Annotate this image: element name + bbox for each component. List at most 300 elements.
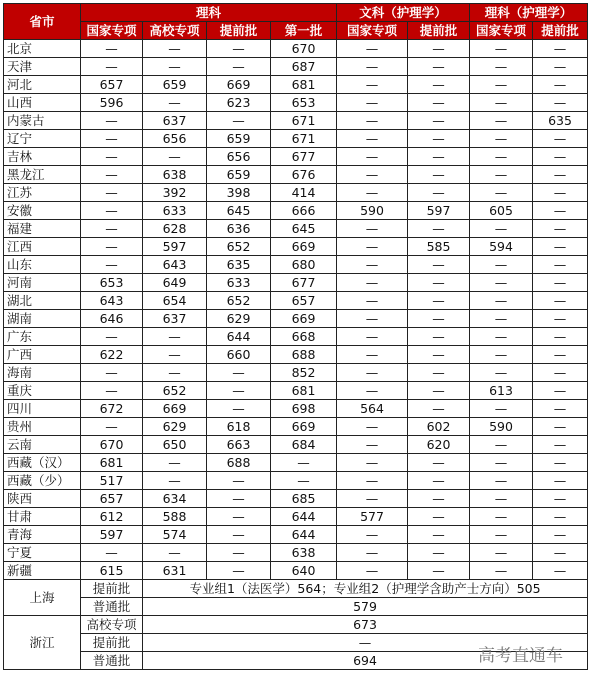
score-cell: — [408, 472, 470, 490]
province-cell: 青海 [4, 526, 81, 544]
score-cell: 392 [143, 184, 207, 202]
score-cell: 656 [207, 148, 271, 166]
score-cell: — [533, 310, 588, 328]
score-cell: — [470, 94, 533, 112]
score-cell: — [533, 148, 588, 166]
shanghai-row-2 [4, 598, 588, 616]
score-cell: 657 [81, 490, 143, 508]
score-cell: — [408, 256, 470, 274]
score-cell: — [337, 94, 408, 112]
province-cell: 江苏 [4, 184, 81, 202]
table-row [4, 202, 588, 220]
score-cell: 574 [143, 526, 207, 544]
score-cell: — [470, 490, 533, 508]
score-cell: — [470, 40, 533, 58]
score-cell: — [207, 526, 271, 544]
score-cell: 670 [81, 436, 143, 454]
zhejiang-note2: — [143, 634, 588, 652]
zhejiang-note3: 694 [143, 652, 588, 670]
header-subcol: 第一批 [271, 22, 337, 40]
score-cell: 654 [143, 292, 207, 310]
province-cell: 山西 [4, 94, 81, 112]
score-cell: — [81, 328, 143, 346]
score-cell: — [533, 274, 588, 292]
header-group-arts-nursing: 文科（护理学） [337, 4, 470, 22]
score-cell: 590 [337, 202, 408, 220]
province-cell: 安徽 [4, 202, 81, 220]
score-cell: — [207, 400, 271, 418]
table-row [4, 76, 588, 94]
table-row [4, 220, 588, 238]
score-cell: — [207, 364, 271, 382]
score-cell: — [533, 94, 588, 112]
score-cell: — [470, 184, 533, 202]
score-cell: 669 [143, 400, 207, 418]
score-cell: — [470, 544, 533, 562]
score-cell: — [337, 310, 408, 328]
score-cell: 602 [408, 418, 470, 436]
score-cell: — [337, 544, 408, 562]
score-cell: 517 [81, 472, 143, 490]
score-cell: — [408, 130, 470, 148]
score-cell: 597 [81, 526, 143, 544]
header-group-science-nursing: 理科（护理学） [470, 4, 588, 22]
province-cell: 甘肃 [4, 508, 81, 526]
table-row [4, 436, 588, 454]
score-cell: — [470, 328, 533, 346]
shanghai-name: 上海 [4, 580, 81, 616]
score-cell: — [143, 544, 207, 562]
shanghai-sub2: 普通批 [81, 598, 143, 616]
score-cell: — [408, 454, 470, 472]
score-cell: — [408, 508, 470, 526]
score-cell: — [533, 544, 588, 562]
score-cell: — [207, 40, 271, 58]
header-subcol: 高校专项 [143, 22, 207, 40]
score-cell: 676 [271, 166, 337, 184]
table-row [4, 346, 588, 364]
score-cell: — [81, 130, 143, 148]
score-cell: 628 [143, 220, 207, 238]
score-cell: — [81, 166, 143, 184]
score-cell: — [470, 508, 533, 526]
score-cell: — [81, 58, 143, 76]
score-cell: — [470, 364, 533, 382]
score-cell: — [143, 346, 207, 364]
score-cell: 644 [207, 328, 271, 346]
shanghai-note1: 专业组1（法医学）564；专业组2（护理学含助产士方向）505 [143, 580, 588, 598]
score-cell: 663 [207, 436, 271, 454]
score-cell: — [408, 400, 470, 418]
score-cell: 650 [143, 436, 207, 454]
score-cell: — [533, 526, 588, 544]
score-cell: — [337, 184, 408, 202]
score-cell: — [408, 490, 470, 508]
score-cell: 631 [143, 562, 207, 580]
score-cell: 659 [207, 166, 271, 184]
score-cell: — [470, 76, 533, 94]
score-cell: — [470, 454, 533, 472]
province-cell: 北京 [4, 40, 81, 58]
score-cell: 652 [207, 238, 271, 256]
score-cell: 597 [143, 238, 207, 256]
score-cell: — [408, 364, 470, 382]
score-cell: 652 [207, 292, 271, 310]
table-row [4, 472, 588, 490]
score-cell: 669 [271, 310, 337, 328]
score-cell: 649 [143, 274, 207, 292]
score-cell: — [337, 418, 408, 436]
score-cell: — [337, 130, 408, 148]
score-cell: 638 [143, 166, 207, 184]
score-cell: 620 [408, 436, 470, 454]
score-cell: — [533, 562, 588, 580]
score-cell: — [533, 292, 588, 310]
score-cell: — [408, 382, 470, 400]
score-cell: — [533, 400, 588, 418]
score-cell: — [337, 490, 408, 508]
score-cell: 688 [271, 346, 337, 364]
score-cell: — [81, 544, 143, 562]
score-cell: — [207, 472, 271, 490]
score-cell: 671 [271, 112, 337, 130]
score-cell: — [337, 364, 408, 382]
zhejiang-sub1: 高校专项 [81, 616, 143, 634]
score-cell: 670 [271, 40, 337, 58]
score-cell: — [271, 454, 337, 472]
score-cell: 687 [271, 58, 337, 76]
score-cell: — [408, 526, 470, 544]
score-cell: — [143, 472, 207, 490]
score-cell: — [533, 490, 588, 508]
score-cell: — [207, 544, 271, 562]
score-cell: — [408, 292, 470, 310]
shanghai-note2: 579 [143, 598, 588, 616]
score-cell: 677 [271, 274, 337, 292]
score-cell: — [81, 382, 143, 400]
score-cell: — [470, 256, 533, 274]
score-cell: 605 [470, 202, 533, 220]
score-cell: — [533, 238, 588, 256]
province-cell: 西藏（汉） [4, 454, 81, 472]
score-cell: 613 [470, 382, 533, 400]
score-cell: 659 [143, 76, 207, 94]
score-cell: — [408, 166, 470, 184]
score-cell: 684 [271, 436, 337, 454]
table-row [4, 94, 588, 112]
watermark-text: 高考直通车 [478, 646, 563, 666]
score-cell: 637 [143, 310, 207, 328]
score-cell: — [337, 220, 408, 238]
score-cell: — [470, 274, 533, 292]
header-subcol: 提前批 [533, 22, 588, 40]
score-cell: 585 [408, 238, 470, 256]
score-cell: 643 [143, 256, 207, 274]
table-row [4, 508, 588, 526]
province-cell: 内蒙古 [4, 112, 81, 130]
score-cell: 644 [271, 526, 337, 544]
score-cell: 596 [81, 94, 143, 112]
province-cell: 陕西 [4, 490, 81, 508]
table-row [4, 364, 588, 382]
score-cell: — [337, 526, 408, 544]
score-cell: — [533, 454, 588, 472]
score-cell: 637 [143, 112, 207, 130]
score-cell: — [143, 94, 207, 112]
score-cell: — [408, 310, 470, 328]
score-cell: 681 [271, 76, 337, 94]
score-cell: — [81, 40, 143, 58]
score-cell: 590 [470, 418, 533, 436]
score-cell: — [408, 544, 470, 562]
score-cell: — [207, 382, 271, 400]
score-cell: — [533, 256, 588, 274]
table-row [4, 112, 588, 130]
score-cell: — [408, 328, 470, 346]
province-cell: 宁夏 [4, 544, 81, 562]
score-cell: — [408, 184, 470, 202]
score-cell: — [533, 184, 588, 202]
province-cell: 山东 [4, 256, 81, 274]
table-row [4, 166, 588, 184]
score-cell: — [533, 418, 588, 436]
score-cell: 622 [81, 346, 143, 364]
score-cell: 644 [271, 508, 337, 526]
score-cell: — [533, 346, 588, 364]
score-cell: — [337, 40, 408, 58]
score-cell: — [337, 436, 408, 454]
score-cell: — [337, 274, 408, 292]
score-cell: — [408, 94, 470, 112]
score-cell: 681 [271, 382, 337, 400]
score-cell: — [207, 490, 271, 508]
score-cell: — [470, 346, 533, 364]
score-table [3, 3, 588, 670]
table-row [4, 454, 588, 472]
table-row [4, 274, 588, 292]
zhejiang-row-1 [4, 616, 588, 634]
score-cell: 645 [207, 202, 271, 220]
score-cell: — [81, 148, 143, 166]
table-row [4, 562, 588, 580]
score-cell: — [533, 508, 588, 526]
score-cell: — [408, 40, 470, 58]
zhejiang-sub2: 提前批 [81, 634, 143, 652]
score-cell: 643 [81, 292, 143, 310]
score-cell: 618 [207, 418, 271, 436]
header-subcol: 提前批 [207, 22, 271, 40]
score-cell: — [337, 76, 408, 94]
score-cell: 633 [143, 202, 207, 220]
score-cell: 646 [81, 310, 143, 328]
score-cell: 672 [81, 400, 143, 418]
zhejiang-note1: 673 [143, 616, 588, 634]
score-cell: — [470, 58, 533, 76]
score-cell: — [337, 346, 408, 364]
table-row [4, 184, 588, 202]
score-cell: 681 [81, 454, 143, 472]
province-cell: 海南 [4, 364, 81, 382]
score-cell: 634 [143, 490, 207, 508]
score-cell: — [143, 364, 207, 382]
score-cell: 671 [271, 130, 337, 148]
header-row-1 [4, 4, 588, 22]
score-cell: — [408, 274, 470, 292]
province-cell: 湖南 [4, 310, 81, 328]
score-cell: — [470, 310, 533, 328]
score-cell: — [533, 364, 588, 382]
header-subcol: 国家专项 [470, 22, 533, 40]
table-row [4, 130, 588, 148]
province-cell: 河南 [4, 274, 81, 292]
province-cell: 四川 [4, 400, 81, 418]
zhejiang-name: 浙江 [4, 616, 81, 670]
score-cell: 414 [271, 184, 337, 202]
score-cell: — [207, 562, 271, 580]
score-cell: 588 [143, 508, 207, 526]
table-row [4, 310, 588, 328]
score-cell: — [470, 130, 533, 148]
score-cell: — [143, 58, 207, 76]
score-cell: — [533, 328, 588, 346]
table-row [4, 526, 588, 544]
province-cell: 福建 [4, 220, 81, 238]
province-cell: 江西 [4, 238, 81, 256]
score-cell: 635 [207, 256, 271, 274]
score-cell: — [337, 148, 408, 166]
score-cell: — [408, 112, 470, 130]
score-cell: — [470, 562, 533, 580]
score-cell: — [470, 400, 533, 418]
score-cell: — [81, 238, 143, 256]
score-cell: 577 [337, 508, 408, 526]
province-cell: 辽宁 [4, 130, 81, 148]
score-cell: — [408, 148, 470, 166]
score-cell: 653 [81, 274, 143, 292]
score-cell: — [143, 328, 207, 346]
score-cell: — [533, 130, 588, 148]
score-cell: 656 [143, 130, 207, 148]
province-cell: 广东 [4, 328, 81, 346]
score-cell: — [337, 472, 408, 490]
score-cell: — [81, 256, 143, 274]
score-cell: — [408, 76, 470, 94]
score-cell: — [337, 256, 408, 274]
score-cell: — [470, 112, 533, 130]
table-row [4, 328, 588, 346]
score-cell: 629 [143, 418, 207, 436]
score-cell: — [337, 112, 408, 130]
province-cell: 新疆 [4, 562, 81, 580]
score-cell: — [337, 382, 408, 400]
score-cell: — [533, 382, 588, 400]
table-row [4, 58, 588, 76]
table-row [4, 382, 588, 400]
header-province: 省市 [4, 4, 81, 40]
score-cell: — [470, 148, 533, 166]
table-row [4, 238, 588, 256]
score-cell: — [408, 58, 470, 76]
province-cell: 河北 [4, 76, 81, 94]
score-cell: 668 [271, 328, 337, 346]
score-cell: 623 [207, 94, 271, 112]
score-cell: — [408, 346, 470, 364]
score-cell: 645 [271, 220, 337, 238]
score-cell: 852 [271, 364, 337, 382]
header-subcol: 提前批 [408, 22, 470, 40]
header-subcol: 国家专项 [81, 22, 143, 40]
score-cell: 594 [470, 238, 533, 256]
score-cell: — [81, 220, 143, 238]
score-cell: — [533, 202, 588, 220]
score-cell: 685 [271, 490, 337, 508]
score-cell: 633 [207, 274, 271, 292]
score-cell: 635 [533, 112, 588, 130]
score-cell: — [81, 112, 143, 130]
score-cell: 680 [271, 256, 337, 274]
score-cell: 669 [271, 418, 337, 436]
score-cell: 564 [337, 400, 408, 418]
score-cell: 636 [207, 220, 271, 238]
score-cell: — [337, 328, 408, 346]
table-row [4, 490, 588, 508]
score-cell: — [533, 40, 588, 58]
score-cell: — [470, 472, 533, 490]
score-cell: — [470, 436, 533, 454]
score-cell: 657 [81, 76, 143, 94]
score-cell: — [533, 166, 588, 184]
score-cell: — [207, 508, 271, 526]
header-group-science: 理科 [81, 4, 337, 22]
score-cell: — [470, 220, 533, 238]
score-cell: 669 [271, 238, 337, 256]
province-cell: 西藏（少） [4, 472, 81, 490]
score-cell: — [408, 562, 470, 580]
score-cell: 638 [271, 544, 337, 562]
score-cell: — [143, 148, 207, 166]
shanghai-row-1 [4, 580, 588, 598]
score-cell: — [337, 562, 408, 580]
table-row [4, 40, 588, 58]
score-cell: 612 [81, 508, 143, 526]
score-cell: 615 [81, 562, 143, 580]
table-row [4, 292, 588, 310]
score-cell: — [533, 76, 588, 94]
score-cell: — [81, 184, 143, 202]
province-cell: 云南 [4, 436, 81, 454]
province-cell: 湖北 [4, 292, 81, 310]
score-cell: 652 [143, 382, 207, 400]
score-cell: — [533, 436, 588, 454]
table-row [4, 148, 588, 166]
score-cell: 597 [408, 202, 470, 220]
table-row [4, 544, 588, 562]
score-cell: — [207, 58, 271, 76]
score-cell: — [337, 454, 408, 472]
province-cell: 黑龙江 [4, 166, 81, 184]
score-cell: 677 [271, 148, 337, 166]
score-cell: — [143, 40, 207, 58]
score-cell: — [81, 418, 143, 436]
header-subcol: 国家专项 [337, 22, 408, 40]
table-row [4, 400, 588, 418]
score-cell: 698 [271, 400, 337, 418]
score-cell: 666 [271, 202, 337, 220]
header-row-2 [4, 22, 588, 40]
score-cell: 660 [207, 346, 271, 364]
shanghai-sub1: 提前批 [81, 580, 143, 598]
score-cell: 659 [207, 130, 271, 148]
